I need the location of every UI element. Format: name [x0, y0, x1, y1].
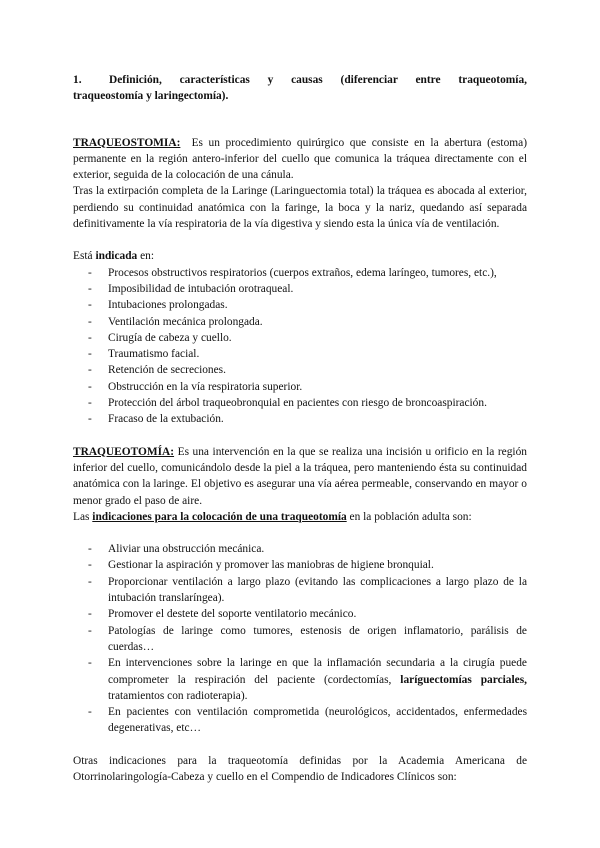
traqueostomia-term: TRAQUEOSTOMIA: [73, 136, 181, 149]
laringectomia-note: Tras la extirpación completa de la Laringe (Laringuectomia total) la tráquea es abocada al exterior, perdiendo su continuidad anatómica con la faringe, la boca y la nariz, quedando así separada definitivamente la vía respiratoria de la vía digestiva y siendo esta la única vía de ventilación. [73, 185, 527, 231]
section-title-line2: traqueostomía y laringectomía). [73, 90, 229, 103]
list-item: - Intubaciones prolongadas. [73, 297, 527, 313]
list-item: - En intervenciones sobre la laringe en que la inflamación secundaria a la cirugía puede comprometer la respiración del paciente (cordectomías, laríguectomías parciales, tratamientos con radioterapia). [73, 655, 527, 704]
laringuectomias-emphasis: laríguectomías parciales, [400, 673, 528, 686]
traqueostomia-definition-text: Es un procedimiento quirúrgico que consiste en la abertura (estoma) permanente en la región antero-inferior del cuello que comunica la tráquea directamente con el exterior, seguida de la colocación de una cánula. [73, 136, 527, 182]
traqueotomia-term: TRAQUEOTOMÍA: [73, 445, 175, 458]
list-item: - Traumatismo facial. [73, 346, 527, 362]
traqueostomia-indications-list [73, 265, 527, 428]
list-item: - Retención de secreciones. [73, 362, 527, 378]
list-item: - Ventilación mecánica prolongada. [73, 314, 527, 330]
list-item: - Cirugía de cabeza y cuello. [73, 330, 527, 346]
indicada-emphasis: indicada [95, 250, 138, 263]
traqueostomia-definition [73, 135, 527, 184]
traqueotomia-definition [73, 444, 527, 509]
list-item: - Protección del árbol traqueobronquial en pacientes con riesgo de broncoaspiración. [73, 395, 527, 411]
list-item: - Proporcionar ventilación a largo plazo (evitando las complicaciones a largo plazo de la intubación translaríngea). [73, 574, 527, 607]
section-title-line1: Definición, características y causas (diferenciar entre traqueotomía, [109, 74, 527, 86]
indicaciones-emphasis: indicaciones para la colocación de una traqueotomía [92, 510, 347, 523]
list-item: - Obstrucción en la vía respiratoria superior. [73, 379, 527, 395]
section-number: 1. [73, 74, 82, 86]
closing-paragraph: Otras indicaciones para la traqueotomía definidas por la Academia Americana de Otorrinolaringología-Cabeza y cuello en el Compendio de Indicadores Clínicos son: [73, 754, 527, 783]
list-item: - Patologías de laringe como tumores, estenosis de origen inflamatorio, parálisis de cuerdas… [73, 623, 527, 656]
list-item: - Gestionar la aspiración y promover las maniobras de higiene bronquial. [73, 557, 527, 573]
section-heading [73, 72, 527, 88]
list-item: - En pacientes con ventilación comprometida (neurológicos, accidentados, enfermedades degenerativas, etc… [73, 704, 527, 737]
traqueostomia-indications-intro: Está indicada en: [73, 250, 155, 263]
list-item: - Fracaso de la extubación. [73, 411, 527, 427]
traqueotomia-indications-list [73, 541, 527, 737]
document-content [73, 72, 527, 785]
traqueotomia-indications-intro: Las indicaciones para la colocación de una traqueotomía en la población adulta son: [73, 510, 472, 523]
list-item: - Procesos obstructivos respiratorios (cuerpos extraños, edema laríngeo, tumores, etc.), [73, 265, 527, 281]
list-item: - Imposibilidad de intubación orotraqueal. [73, 281, 527, 297]
list-item: - Aliviar una obstrucción mecánica. [73, 541, 527, 557]
traqueotomia-definition-text: Es una intervención en la que se realiza una incisión u orificio en la región inferior del cuello, comunicándolo desde la piel a la tráquea, pero manteniendo ésta su continuidad anatómica con la laringe. El objetivo es asegurar una vía aérea permeable, conservando en mayor o menor grado el paso de aire. [73, 445, 527, 507]
list-item: - Promover el destete del soporte ventilatorio mecánico. [73, 606, 527, 622]
